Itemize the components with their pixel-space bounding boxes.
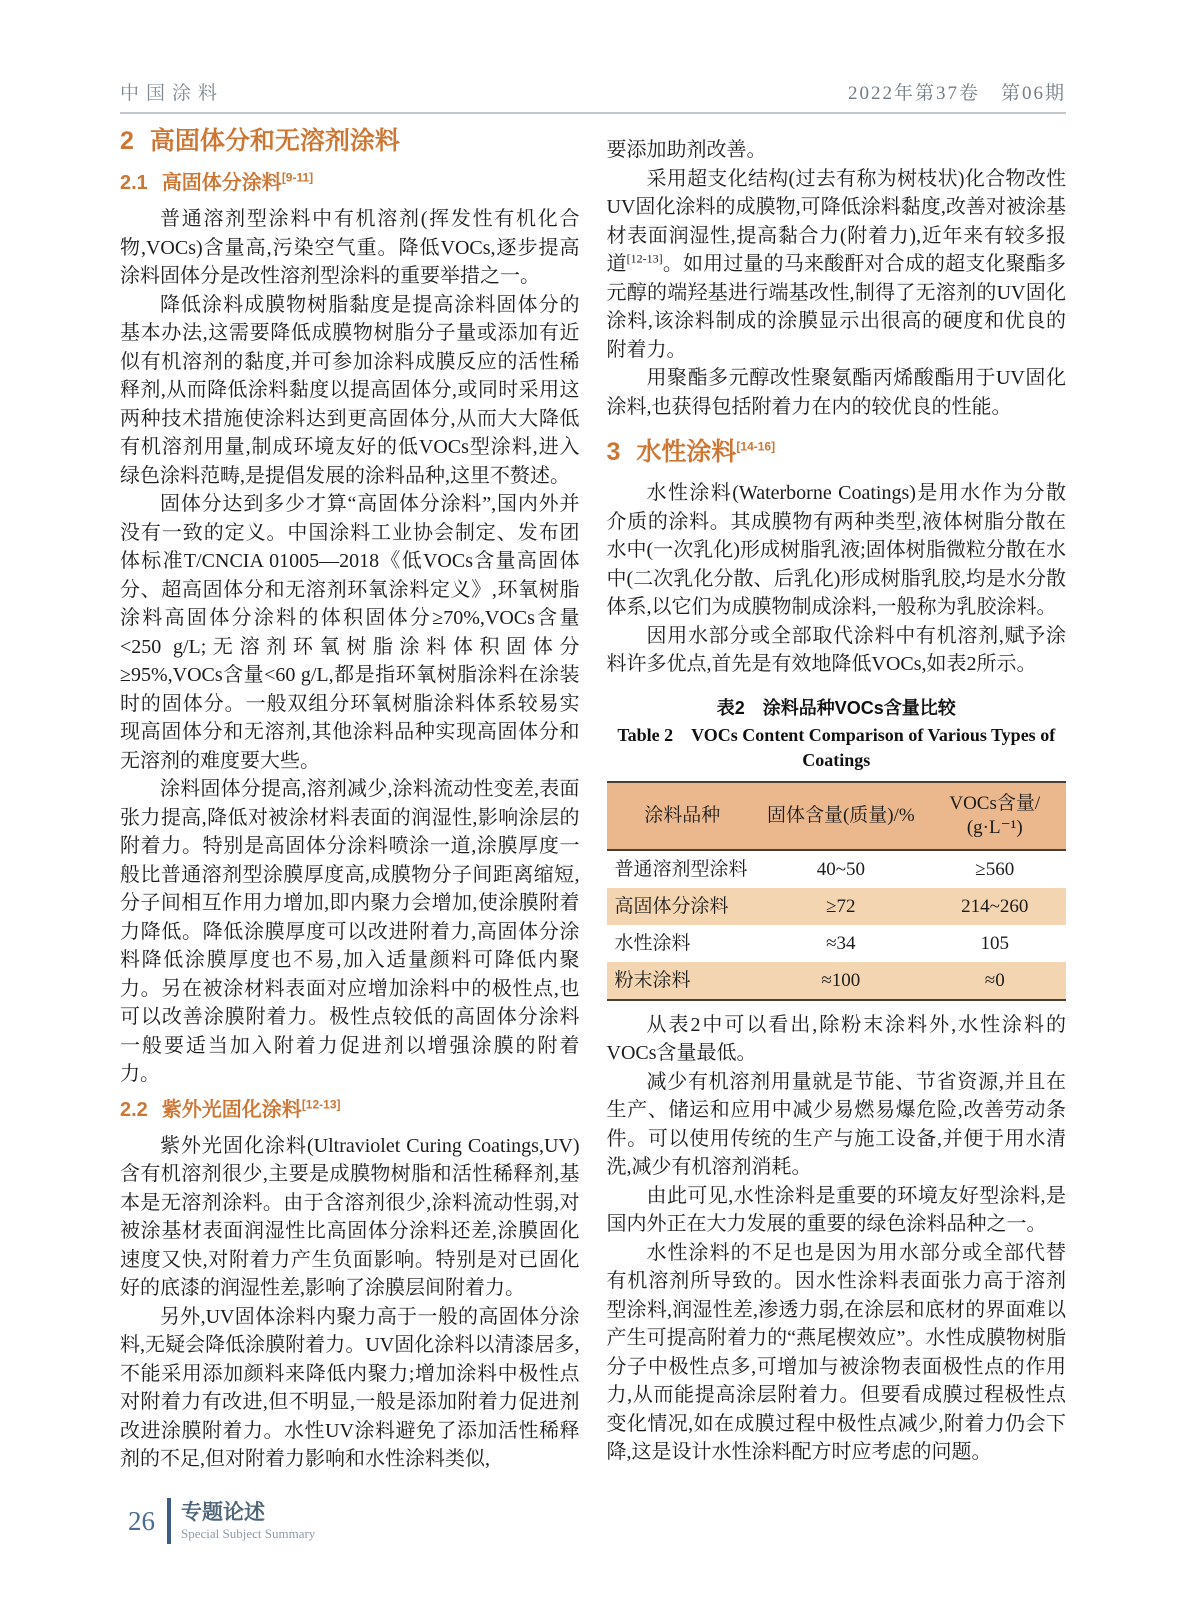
paragraph: 降低涂料成膜物树脂黏度是提高涂料固体分的基本办法,这需要降低成膜物树脂分子量或添加有近似有机溶剂的黏度,并可参加涂料成膜反应的活性稀释剂,从而降低涂料黏度以提高固体分,或同时采用这两种技术措施使涂料达到更高固体分,从而大大降低有机溶剂用量,制成环境友好的低VOCs型涂料,进入绿色涂料范畴,是提倡发展的涂料品种,这里不赘述。 (120, 293, 580, 487)
citation-ref: [14-16] (736, 439, 776, 454)
section-2-1-heading (120, 168, 580, 198)
paragraph: 紫外光固化涂料(Ultraviolet Curing Coatings,UV)含有机溶剂很少,主要是成膜物树脂和活性稀释剂,基本是无溶剂涂料。由于含溶剂很少,涂料流动性弱,对被涂基材表面润湿性比高固体分涂料还差,涂膜固化速度又快,对附着力产生负面影响。特别是对已固化好的底漆的润湿性差,影响了涂膜层间附着力。 (120, 1134, 580, 1299)
footer-title-zh: 专题论述 (181, 1500, 265, 1524)
footer-column-title (181, 1500, 315, 1543)
coating-type-cell: 粉末涂料 (614, 969, 691, 991)
section-2-2-heading (120, 1095, 580, 1125)
section-title: 高固体分和无溶剂涂料 (149, 127, 400, 155)
section-2-heading (120, 124, 580, 158)
section-number: 2.2 (120, 1098, 148, 1121)
paragraph-text: 采用超支化结构(过去有称为树枝状)化合物改性UV固化涂料的成膜物,可降低涂料黏度,改善对被涂基材表面润湿性,提高黏合力(附着力),近年来有较多报道 (606, 167, 1066, 275)
footer-title-en: Special Subject Summary (181, 1525, 316, 1541)
continuation-paragraph: 要添加助剂改善。 (606, 139, 767, 161)
paragraph: 减少有机溶剂用量就是节能、节省资源,并且在生产、储运和应用中减少易燃易爆危险,改善劳动条件。可以使用传统的生产与施工设备,并便于用水清洗,减少有机溶剂消耗。 (606, 1070, 1066, 1178)
paragraph (607, 165, 1067, 365)
header-divider (120, 112, 1066, 114)
issue-info: 2022年第37卷 第06期 (847, 83, 1066, 104)
table-row (607, 888, 1067, 925)
paragraph: 因用水部分或全部取代涂料中有机溶剂,赋予涂料许多优点,首先是有效地降低VOCs,如表2所示。 (606, 624, 1066, 675)
section-title: 水性涂料 (636, 438, 737, 466)
table-header-row (607, 782, 1067, 850)
table-row (607, 962, 1067, 1000)
column-header: 涂料品种 (607, 782, 759, 850)
paragraph: 另外,UV固体涂料内聚力高于一般的高固体分涂料,无疑会降低涂膜附着力。UV固化涂料以清漆居多,不能采用添加颜料来降低内聚力;增加涂料中极性点对附着力有改进,但不明显,一般是添加附着力促进剂改进涂膜附着力。水性UV涂料避免了添加活性稀释剂的不足,但对附着力影响和水性涂料类似, (120, 1305, 580, 1470)
voc-content-cell: ≥560 (975, 858, 1015, 880)
voc-comparison-table (607, 781, 1067, 1001)
solid-content-cell: ≈34 (826, 932, 856, 954)
column-header: 固体含量(质量)/% (758, 782, 923, 850)
section-title: 高固体分涂料 (161, 172, 282, 194)
table-caption-zh: 表2 涂料品种VOCs含量比较 (716, 697, 956, 718)
solid-content-cell: ≥72 (826, 895, 856, 917)
voc-content-cell: 105 (980, 932, 1010, 954)
footer-divider-bar (167, 1498, 171, 1544)
section-number: 2 (120, 127, 134, 155)
column-header-line2: (g·L⁻¹) (966, 816, 1023, 838)
column-header-line1: VOCs含量/ (949, 792, 1041, 814)
coating-type-cell: 高固体分涂料 (614, 895, 729, 917)
running-head (120, 78, 1066, 105)
paragraph: 普通溶剂型涂料中有机溶剂(挥发性有机化合物,VOCs)含量高,污染空气重。降低VOCs,逐步提高涂料固体分是改性溶剂型涂料的重要举措之一。 (120, 208, 580, 287)
page-footer (128, 1497, 315, 1545)
table-row (607, 850, 1067, 888)
section-3-heading (607, 435, 1067, 469)
section-number: 2.1 (120, 172, 148, 194)
page-body (120, 122, 1066, 1474)
citation-ref: [9-11] (281, 170, 314, 185)
voc-content-cell: ≈0 (984, 969, 1005, 991)
journal-name: 中国涂料 (120, 83, 225, 104)
page-number: 26 (128, 1506, 155, 1536)
paragraph: 固体分达到多少才算“高固体分涂料”,国内外并没有一致的定义。中国涂料工业协会制定、发布团体标准T/CNCIA 01005—2018《低VOCs含量高固体分、超高固体分和无溶剂环氧涂料定义》,环氧树脂涂料高固体分涂料的体积固体分≥70%,VOCs含量<250 g/L;无溶剂环氧树脂涂料体积固体分≥95%,VOCs含量<60 g/L,都是指环氧树脂涂料在涂装时的固体分。一般双组分环氧树脂涂料体系较易实现高固体分和无溶剂,其他涂料品种实现高固体分和无溶剂的难度要大些。 (120, 493, 580, 772)
paragraph: 从表2中可以看出,除粉末涂料外,水性涂料的VOCs含量最低。 (606, 1013, 1066, 1064)
table-2-block (607, 695, 1067, 1001)
table-caption-en: Table 2 VOCs Content Comparison of Various Types of Coatings (617, 724, 1056, 770)
paragraph-text: 。如用过量的马来酸酐对合成的超支化聚酯多元醇的端羟基进行端基改性,制得了无溶剂的UV固化涂料,该涂料制成的涂膜显示出很高的硬度和优良的附着力。 (606, 253, 1067, 361)
section-title: 紫外光固化涂料 (161, 1098, 302, 1121)
paragraph: 涂料固体分提高,溶剂减少,涂料流动性变差,表面张力提高,降低对被涂材料表面的润湿性,影响涂层的附着力。特别是高固体分涂料喷涂一道,涂膜厚度一般比普通溶剂型涂膜厚度高,成膜物分子间距离缩短,分子间相互作用力增加,即内聚力会增加,使涂膜附着力降低。降低涂膜厚度可以改进附着力,高固体分涂料降低涂膜厚度也不易,加入适量颜料可降低内聚力。另在被涂材料表面对应增加涂料中的极性点,也可以改善涂膜附着力。极性点较低的高固体分涂料一般要适当加入附着力促进剂以增强涂膜的附着力。 (120, 778, 580, 1085)
coating-type-cell: 普通溶剂型涂料 (614, 858, 748, 880)
section-number: 3 (606, 438, 621, 466)
table-row (607, 925, 1067, 962)
solid-content-cell: ≈100 (821, 969, 861, 991)
right-column (607, 122, 1067, 1474)
voc-content-cell: 214~260 (961, 895, 1029, 917)
paragraph: 水性涂料的不足也是因为用水部分或全部代替有机溶剂所导致的。因水性涂料表面张力高于溶剂型涂料,润湿性差,渗透力弱,在涂层和底材的界面难以产生可提高附着力的“燕尾楔效应”。水性成膜物树脂分子中极性点多,可增加与被涂物表面极性点的作用力,从而能提高涂层附着力。但要看成膜过程极性点变化情况,如在成膜过程中极性点减少,附着力仍会下降,这是设计水性涂料配方时应考虑的问题。 (606, 1241, 1066, 1463)
paragraph: 由此可见,水性涂料是重要的环境友好型涂料,是国内外正在大力发展的重要的绿色涂料品种之一。 (606, 1184, 1066, 1235)
citation-ref: [12-13] (626, 251, 663, 266)
coating-type-cell: 水性涂料 (614, 932, 691, 954)
solid-content-cell: 40~50 (816, 858, 865, 880)
citation-ref: [12-13] (301, 1096, 341, 1111)
left-column (120, 122, 580, 1474)
paragraph: 水性涂料(Waterborne Coatings)是用水作为分散介质的涂料。其成膜物有两种类型,液体树脂分散在水中(一次乳化)形成树脂乳液;固体树脂微粒分散在水中(二次乳化分散、后乳化)形成树脂乳胶,均是水分散体系,以它们为成膜物制成涂料,一般称为乳胶涂料。 (606, 482, 1066, 618)
column-header (924, 782, 1066, 850)
paragraph: 用聚酯多元醇改性聚氨酯丙烯酸酯用于UV固化涂料,也获得包括附着力在内的较优良的性能。 (606, 367, 1066, 418)
